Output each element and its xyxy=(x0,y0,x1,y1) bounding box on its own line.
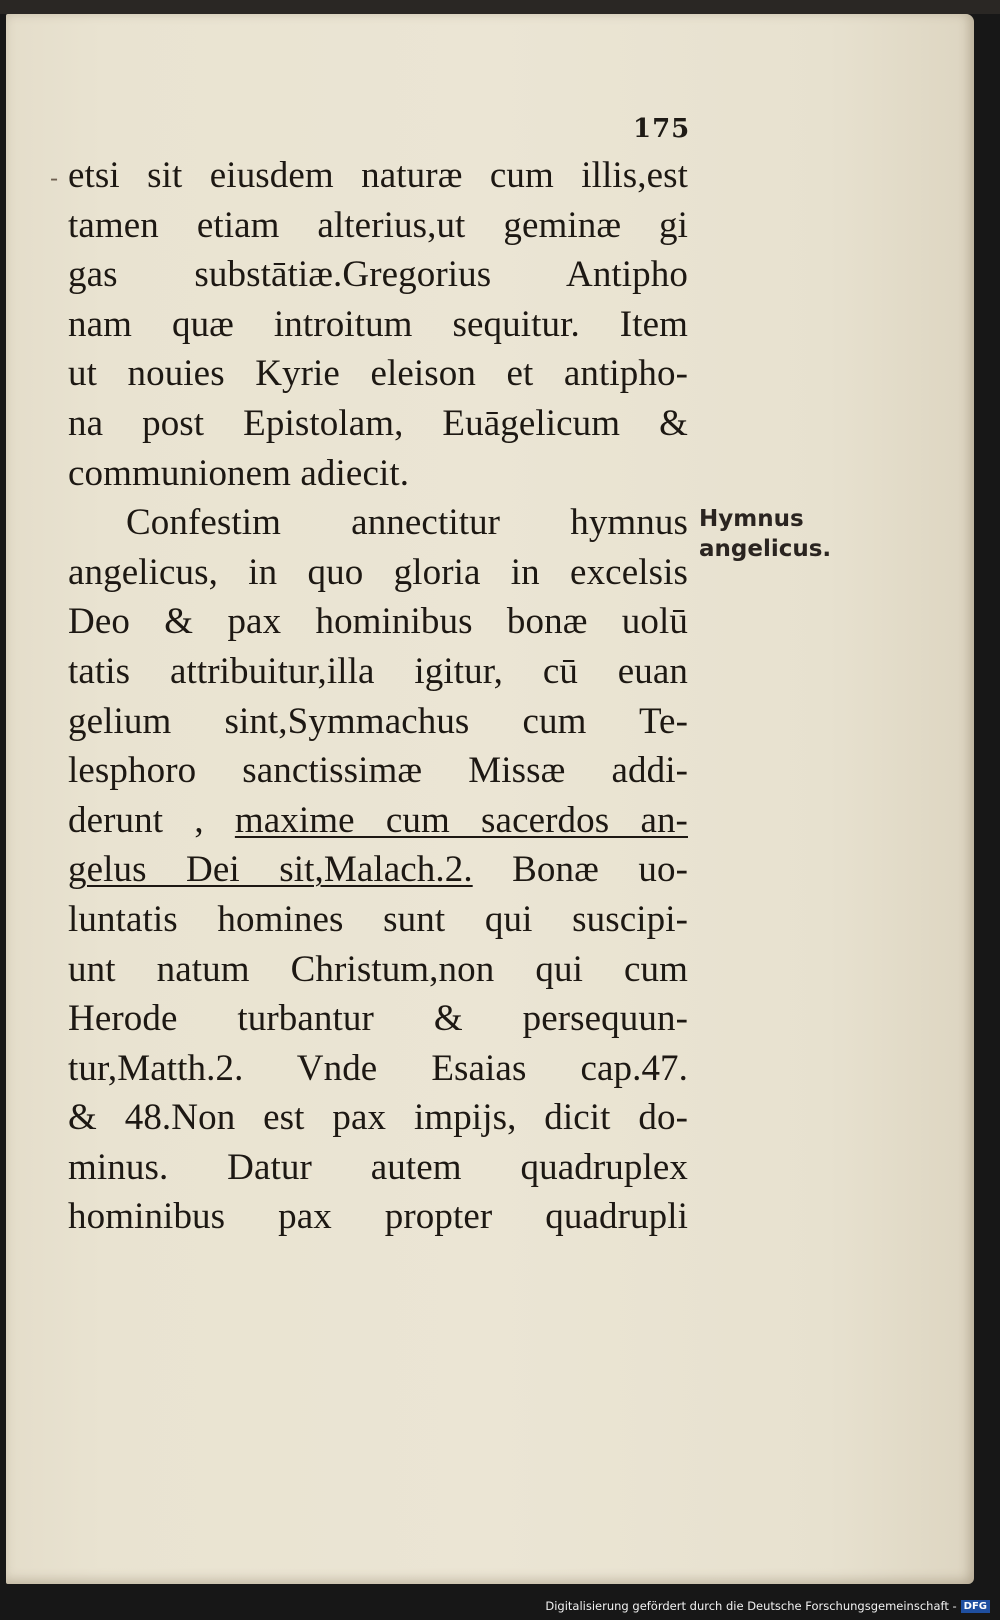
text-line-underlined xyxy=(68,845,688,895)
text-line: unt natum Christum,non qui cum xyxy=(68,948,688,990)
text-line: na post Epistolam, Euāgelicum & xyxy=(68,402,688,444)
marginal-note-line: Hymnus xyxy=(699,506,804,532)
margin-mark: - xyxy=(50,164,59,192)
page-number: 175 xyxy=(633,114,691,144)
marginal-note xyxy=(699,504,831,564)
text-line-underlined xyxy=(68,796,688,846)
text-line: tamen etiam alterius,ut geminæ gi xyxy=(68,204,688,246)
text-line: angelicus, in quo gloria in excelsis xyxy=(68,551,688,593)
text-run: derunt , xyxy=(68,799,235,841)
main-text-block xyxy=(68,151,688,1242)
text-line: hominibus pax propter quadrupli xyxy=(68,1196,688,1238)
text-line: nam quæ introitum sequitur. Item xyxy=(68,303,688,345)
text-line: tur,Matth.2. Vnde Esaias cap.47. xyxy=(68,1047,688,1089)
text-line: Confestim annectitur hymnus xyxy=(126,502,688,544)
text-line: tatis attribuitur,illa igitur, cū euan xyxy=(68,650,688,692)
digitization-credit xyxy=(545,1594,990,1618)
text-line: Deo & pax hominibus bonæ uolū xyxy=(68,601,688,643)
text-run: Bonæ uo- xyxy=(472,849,688,891)
text-line: communionem adiecit. xyxy=(68,452,410,494)
underlined-passage: maxime cum sacerdos an- xyxy=(234,799,688,841)
text-line: gelium sint,Symmachus cum Te- xyxy=(68,700,688,742)
marginal-note-line: angelicus. xyxy=(699,536,832,562)
credit-text: Digitalisierung gefördert durch die Deutsche Forschungsgemeinschaft - xyxy=(545,1599,957,1613)
text-line: minus. Datur autem quadruplex xyxy=(68,1146,688,1188)
dfg-logo: DFG xyxy=(961,1600,990,1613)
text-line: Herode turbantur & persequun- xyxy=(68,998,688,1040)
text-line: gas substātiæ.Gregorius Antipho xyxy=(68,254,688,296)
underlined-passage: gelus Dei sit,Malach.2. xyxy=(68,849,473,891)
book-page xyxy=(6,14,974,1584)
text-line: luntatis homines sunt qui suscipi- xyxy=(68,898,688,940)
top-edge-strip xyxy=(0,0,1000,14)
text-line: lesphoro sanctissimæ Missæ addi- xyxy=(68,750,688,792)
text-line: & 48.Non est pax impijs, dicit do- xyxy=(68,1097,688,1139)
text-line: etsi sit eiusdem naturæ cum illis,est xyxy=(68,155,688,196)
text-line: ut nouies Kyrie eleison et antipho- xyxy=(68,353,688,395)
